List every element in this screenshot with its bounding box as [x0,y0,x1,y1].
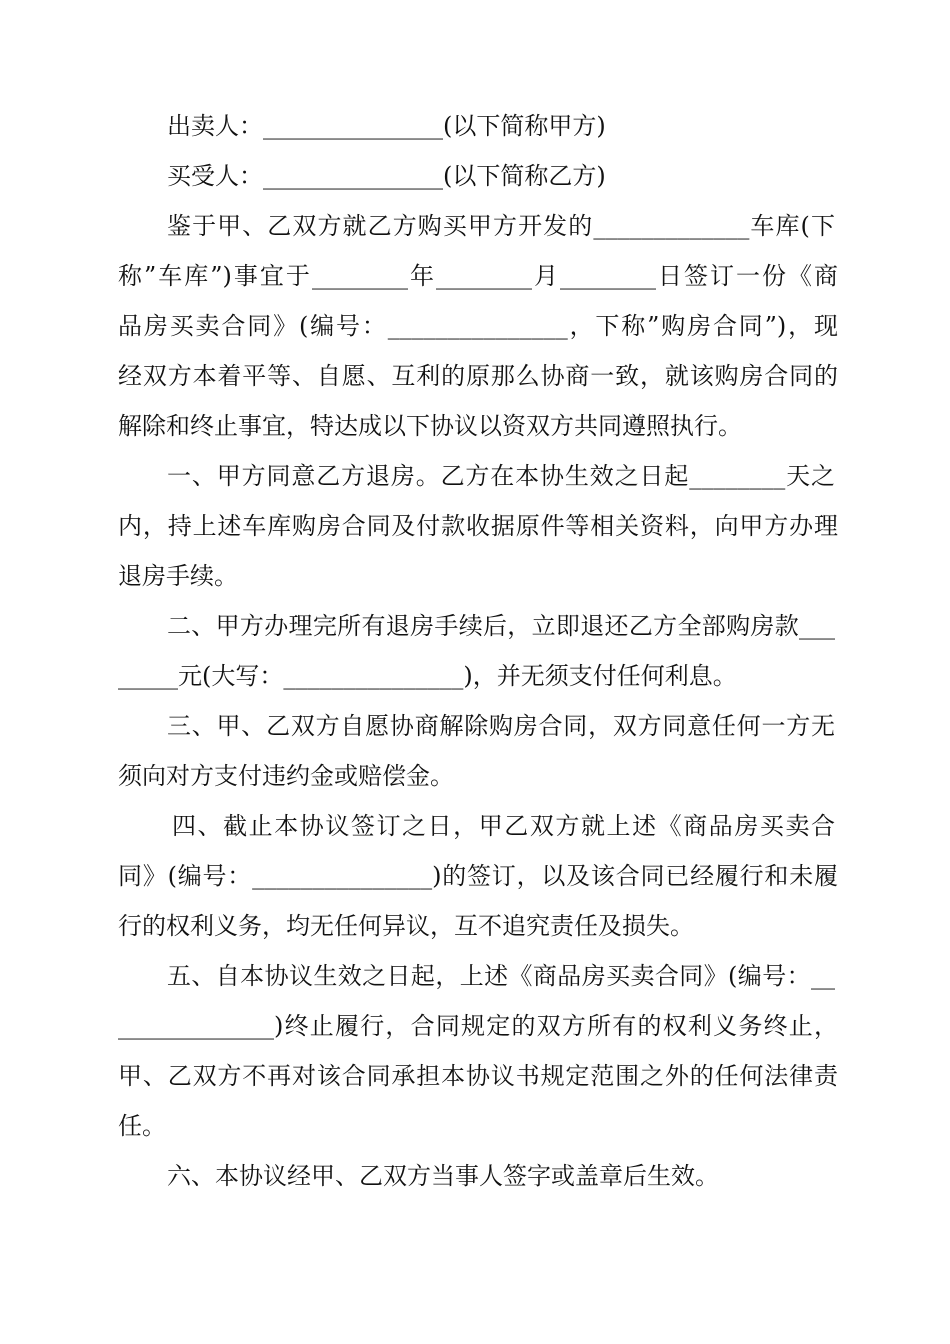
clause-4-line-3: 行的权利义务，均无任何异议，互不追究责任及损失。 [118,912,694,940]
clause-6-line-1: 六、本协议经甲、乙双方当事人签字或盖章后生效。 [167,1162,719,1190]
preamble-line-5: 解除和终止事宜，特达成以下协议以资双方共同遵照执行。 [118,412,742,440]
clause-4-line-1: 四、截止本协议签订之日，甲乙双方就上述《商品房买卖合 [172,812,835,840]
clause-3-line-1: 三、甲、乙双方自愿协商解除购房合同，双方同意任何一方无 [167,712,835,740]
clause-2-line-2: _____元(大写：_______________)，并无须支付任何利息。 [118,662,737,690]
clause-5-line-2: _____________)终止履行，合同规定的双方所有的权利义务终止， [118,1012,838,1040]
clause-1-line-1: 一、甲方同意乙方退房。乙方在本协生效之日起________天之 [167,462,835,490]
clause-5-line-4: 任。 [118,1112,166,1140]
seller-line: 出卖人：_______________(以下简称甲方) [167,112,606,140]
clause-1-line-2: 内，持上述车库购房合同及付款收据原件等相关资料，向甲方办理 [118,512,838,540]
clause-5-line-1: 五、自本协议生效之日起，上述《商品房买卖合同》(编号：__ [167,962,835,990]
clause-4-line-2: 同》(编号：_______________)的签订，以及该合同已经履行和未履 [118,862,838,890]
preamble-line-1: 鉴于甲、乙双方就乙方购买甲方开发的_____________车库(下 [167,212,835,240]
clause-3-line-2: 须向对方支付违约金或赔偿金。 [118,762,454,790]
preamble-line-4: 经双方本着平等、自愿、互利的原那么协商一致，就该购房合同的 [118,362,838,390]
clause-1-line-3: 退房手续。 [118,562,238,590]
preamble-line-3: 品房买卖合同》(编号：_______________，下称”购房合同”)，现 [118,312,838,340]
clause-2-line-1: 二、甲方办理完所有退房手续后，立即退还乙方全部购房款___ [167,612,835,640]
buyer-line: 买受人：_______________(以下简称乙方) [167,162,606,190]
clause-5-line-3: 甲、乙双方不再对该合同承担本协议书规定范围之外的任何法律责 [118,1062,838,1090]
preamble-line-2: 称”车库”)事宜于________年________月________日签订一份《商 [118,262,838,290]
